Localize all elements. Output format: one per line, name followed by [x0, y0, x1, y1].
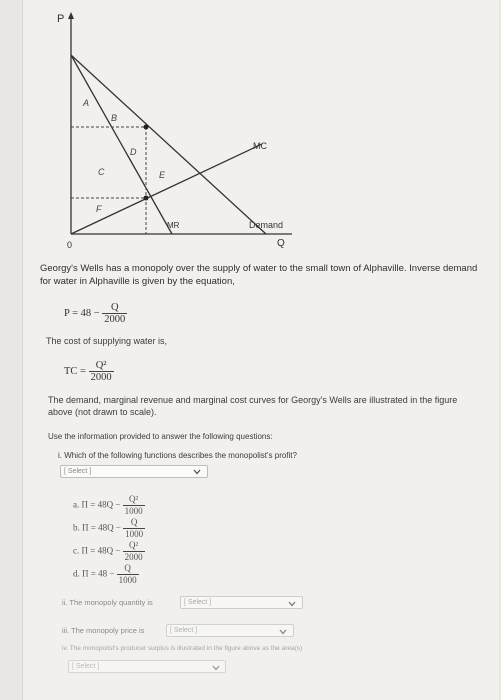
question-3-text: iii. The monopoly price is [62, 626, 145, 635]
option-b-lhs: b. Π = 48Q − [73, 522, 121, 533]
option-a-fraction [123, 494, 145, 517]
demand-denominator: 2000 [104, 314, 126, 325]
question-1-select[interactable] [60, 465, 208, 478]
curves-sentence: The demand, marginal revenue and marginal cost curves for Georgy's Wells are illustrated in the figure above (not drawn to scale). [48, 395, 458, 417]
option-c [73, 540, 145, 563]
option-d [73, 563, 139, 586]
tc-equation [64, 360, 114, 383]
tc-fraction [89, 360, 114, 383]
option-a-lhs: a. Π = 48Q − [73, 499, 121, 510]
question-2-text: ii. The monopoly quantity is [62, 598, 153, 607]
monopoly-graph [0, 0, 501, 260]
monopoly-point [144, 125, 149, 130]
question-1-select-label: [ Select ] [64, 468, 92, 475]
region-d-label: D [130, 147, 137, 157]
option-d-denominator: 1000 [118, 575, 137, 585]
region-f-label: F [96, 204, 102, 214]
tc-denominator: 2000 [90, 372, 112, 383]
question-2-select-label: [ Select ] [184, 599, 212, 606]
option-d-numerator: Q [117, 563, 139, 575]
chevron-down-icon [288, 600, 296, 608]
question-1-text: i. Which of the following functions describes the monopolist's profit? [58, 451, 297, 460]
question-4-select-label: [ Select ] [72, 663, 100, 670]
question-4-text: iv. The monopolist's producer surplus is illustrated in the figure above as the area(s) [62, 645, 303, 652]
tc-numerator: Q² [89, 360, 114, 372]
region-a-label: A [83, 98, 90, 108]
option-a [73, 494, 145, 517]
option-b-numerator: Q [123, 517, 145, 529]
option-b [73, 517, 145, 540]
region-c-label: C [98, 167, 105, 177]
q-axis-label: Q [277, 238, 285, 249]
option-a-numerator: Q² [123, 494, 145, 506]
mr-label: MR [167, 221, 180, 230]
demand-fraction [102, 302, 127, 325]
question-2-select[interactable] [180, 596, 303, 609]
option-d-lhs: d. Π = 48 − [73, 568, 115, 579]
region-b-label: B [111, 113, 118, 123]
demand-numerator: Q [102, 302, 127, 314]
question-4-select[interactable] [68, 660, 226, 673]
option-b-denominator: 1000 [125, 529, 144, 539]
intro-paragraph: Georgy's Wells has a monopoly over the supply of water to the small town of Alphaville. Inverse demand for water in Alphaville is given by the equation, [40, 263, 478, 287]
mr-mc-intersection-point [144, 196, 149, 201]
tc-equation-lhs: TC = [64, 365, 86, 377]
mc-label: MC [253, 141, 267, 151]
chevron-down-icon [279, 628, 287, 636]
demand-label: Demand [249, 220, 284, 230]
chevron-down-icon [193, 468, 201, 476]
option-c-lhs: c. Π = 48Q − [73, 545, 121, 556]
option-b-fraction [123, 517, 145, 540]
option-c-fraction [123, 540, 145, 563]
option-d-fraction [117, 563, 139, 586]
option-a-denominator: 1000 [124, 506, 143, 516]
option-c-numerator: Q² [123, 540, 145, 552]
question-3-select-label: [ Select ] [170, 627, 198, 634]
p-axis-arrow [68, 12, 74, 19]
question-3-select[interactable] [166, 624, 294, 637]
option-c-denominator: 2000 [124, 552, 143, 562]
use-info-sentence: Use the information provided to answer the following questions: [48, 432, 273, 441]
mr-curve [71, 55, 172, 234]
region-e-label: E [159, 170, 166, 180]
cost-sentence: The cost of supplying water is, [46, 336, 168, 346]
demand-equation-lhs: P = 48 − [64, 307, 100, 319]
p-axis-label: P [57, 13, 65, 25]
chevron-down-icon [212, 664, 220, 672]
demand-equation [64, 302, 127, 325]
origin-label: 0 [67, 240, 73, 250]
